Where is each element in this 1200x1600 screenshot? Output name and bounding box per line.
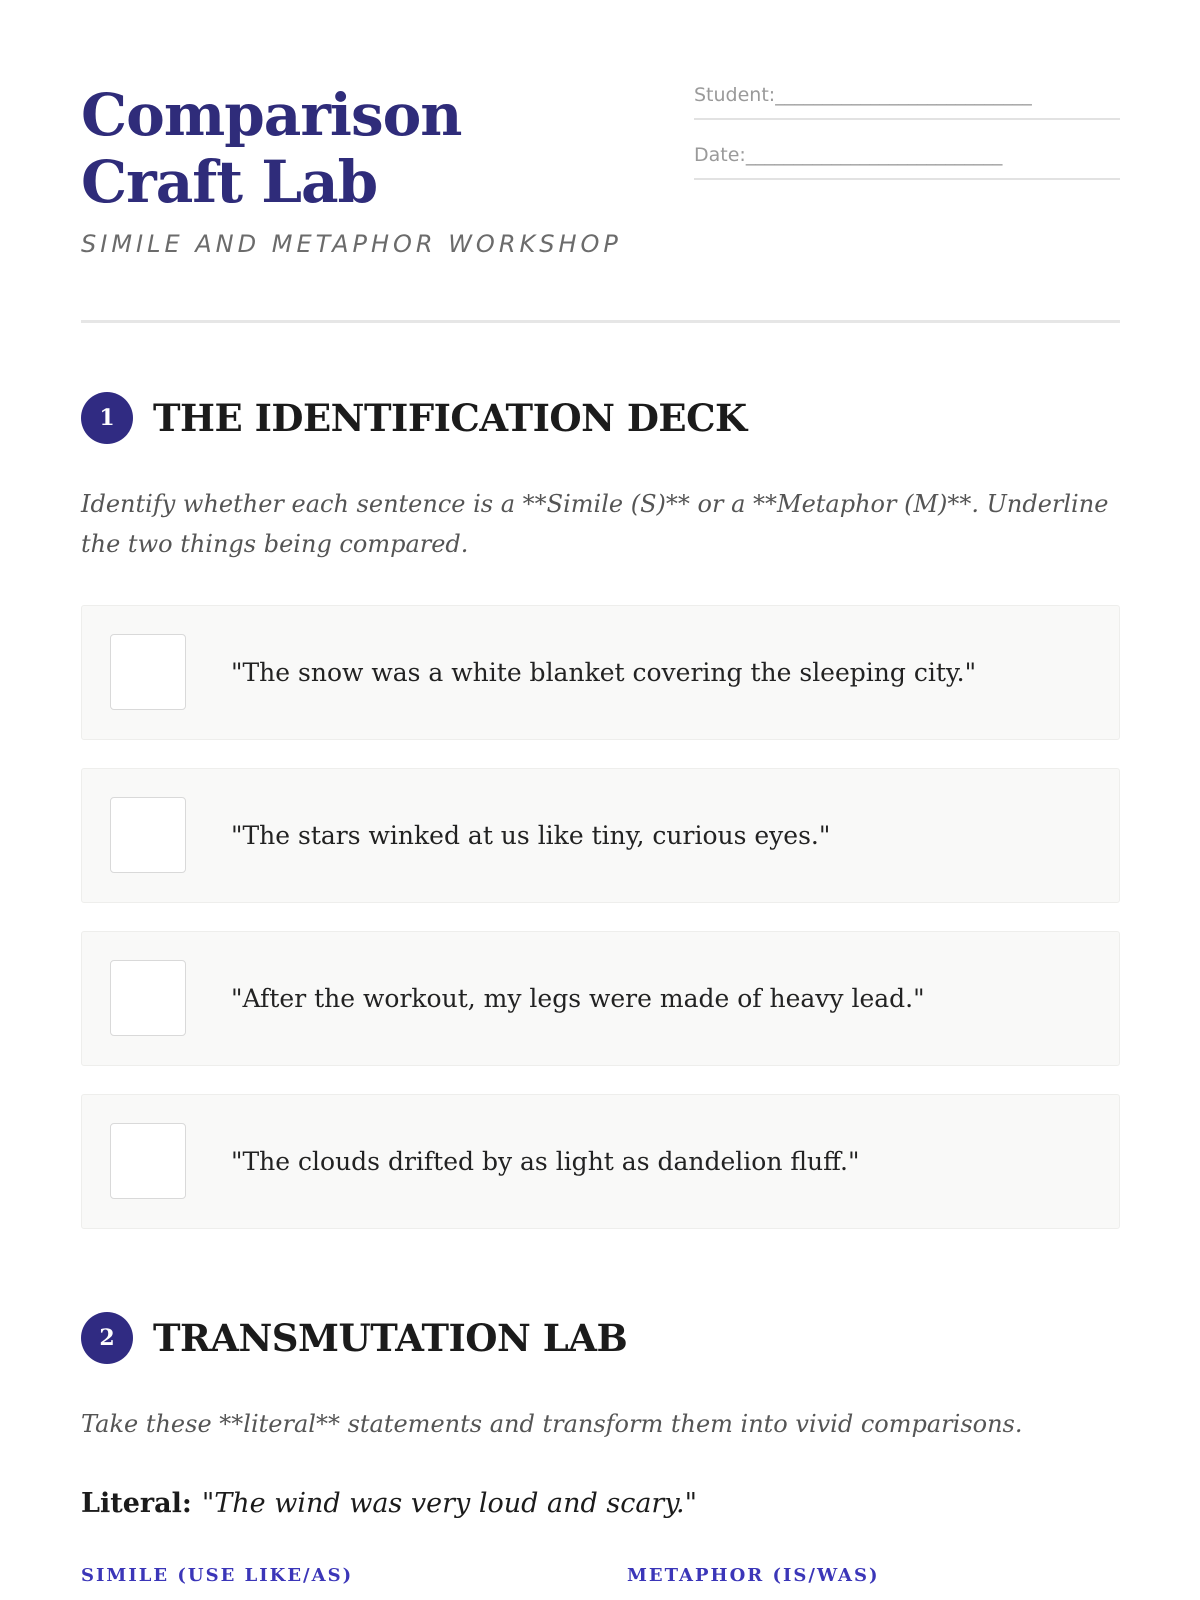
question-sentence: "The clouds drifted by as light as dandelion fluff." [231,1147,860,1176]
header-divider [81,320,1120,323]
question-card [81,605,1120,740]
metaphor-column-label: METAPHOR (IS/WAS) [627,1565,880,1586]
worksheet-subtitle: SIMILE AND METAPHOR WORKSHOP [81,230,622,258]
section-number-badge: 1 [81,392,133,444]
question-card [81,931,1120,1066]
literal-text: "The wind was very loud and scary." [201,1488,697,1519]
section-title: TRANSMUTATION LAB [153,1316,628,1360]
section-2-header [81,1311,627,1365]
date-field[interactable] [694,144,1120,180]
section-2-instructions: Take these **literal** statements and transform them into vivid comparisons. [81,1410,1023,1438]
student-blank: ___________________________ [775,84,1032,106]
answer-box[interactable] [110,634,186,710]
student-name-field[interactable] [694,84,1120,120]
question-sentence: "After the workout, my legs were made of heavy lead." [231,984,925,1013]
section-1-header [81,391,747,445]
worksheet-title: Comparison Craft Lab [81,81,462,216]
worksheet-page [81,0,1120,1600]
date-label: Date: [694,144,746,166]
question-card [81,1094,1120,1229]
literal-label: Literal: [81,1488,192,1519]
question-sentence: "The stars winked at us like tiny, curious eyes." [231,821,831,850]
section-number-badge: 2 [81,1312,133,1364]
student-label: Student: [694,84,776,106]
answer-box[interactable] [110,1123,186,1199]
question-card [81,768,1120,903]
literal-statement [81,1488,697,1519]
answer-box[interactable] [110,960,186,1036]
answer-box[interactable] [110,797,186,873]
section-title: THE IDENTIFICATION DECK [153,396,747,440]
section-1-instructions: Identify whether each sentence is a **Simile (S)** or a **Metaphor (M)**. Underline the two things being compared. [81,490,1109,558]
question-sentence: "The snow was a white blanket covering the sleeping city." [231,658,977,687]
simile-column-label: SIMILE (USE LIKE/AS) [81,1565,354,1586]
date-blank: ___________________________ [745,144,1003,166]
